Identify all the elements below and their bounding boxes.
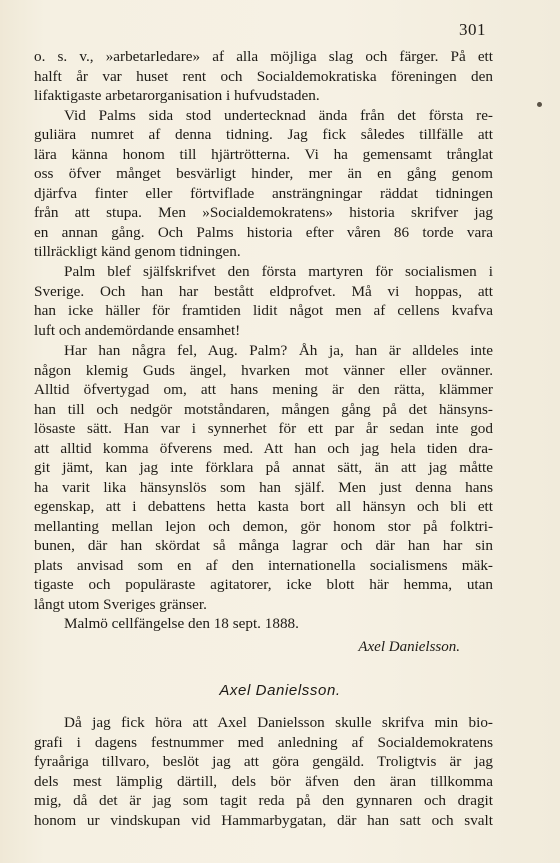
text-line: lära känna honom till hjärtrötterna. Vi ha gemensamt trånglat [34,145,493,163]
text-line: luft och andemördande ensamhet! [34,321,241,339]
text-line: långt utom Sveriges gränser. [34,595,207,613]
text-line: honom ur vindskupan vid Hammarbygatan, där han satt och svalt [34,811,493,829]
text-line: tigaste och populäraste agitatorer, icke blott här hemma, utan [34,576,493,593]
text-line: Har han några fel, Aug. Palm? Åh ja, han är alldeles inte [64,342,493,359]
text-line: oss öfver månget besvärligt hinder, mer än en gång genom [34,165,493,182]
text-line: Sverige. Och han har bestått eldprofvet. Må vi hoppas, att [34,282,493,300]
text-line: en annan gång. Och Palms historia efter våren 86 torde vara [34,223,493,241]
text-line: bunen, där han skördat så många lagrar och där han har sin [34,537,493,554]
text-line: o. s. v., »arbetarledare» af alla möjliga slag och färger. På ett [34,48,493,65]
text-line: lösaste sätt. Han var i synnerhet för ett par år sedan inte god [34,420,493,437]
text-line: någon klemig Guds ängel, hvarken mot vänner eller ovänner. [34,361,493,379]
text-line: mellanting mellan lejon och demon, gör honom stor på folktri- [34,517,493,535]
ink-speck [537,102,542,107]
text-line: Då jag fick höra att Axel Danielsson skulle skrifva min bio- [64,714,493,731]
text-line: Palm blef själfskrifvet den första martyren för socialismen i [64,263,493,280]
text-line: grafi i dagens festnummer med anledning af Socialdemokratens [34,733,493,751]
section-heading: Axel Danielsson. [219,682,341,699]
text-line: Alltid öfvertygad om, att hans mening är den rätta, klämmer [34,381,493,398]
text-line: han till och nedgör motståndaren, mången gång på det hänsyns- [34,400,493,418]
text-line: han icke häller för framtiden lidit något men af cellens kvafva [34,302,493,319]
text-line: att alltid komma öfverens med. Att han och jag hela tiden dra- [34,439,493,457]
text-line: lifaktigaste arbetarorganisation i hufvudstaden. [34,87,320,104]
text-line: guliära numret af denna tidning. Jag fick således tillfälle att [34,126,493,143]
page-number: 301 [459,20,486,39]
text-line: dels mest lämplig därtill, dels bör äfven den äran tillkomma [34,772,493,790]
text-line: fyraåriga tillvaro, beslöt jag att göra gengäld. Troligtvis är jag [34,753,493,770]
text-line: halft år var huset rent och Socialdemokratiska föreningen den [34,67,493,85]
text-line: från att stupa. Men »Socialdemokratens» historia skrifver jag [34,204,493,221]
signature: Axel Danielsson. [358,639,460,655]
dateline: Malmö cellfängelse den 18 sept. 1888. [64,615,299,632]
text-line: tillräckligt känd genom tidningen. [34,243,241,260]
text-line: git jämt, kan jag inte förklara på annat sätt, än att jag måtte [34,459,493,476]
text-line: djärfva finter eller förtviflade ansträngningar räddat tidningen [34,184,493,202]
text-line: egenskap, att i debattens hetta kasta bort all hänsyn och bli ett [34,498,493,515]
text-line: mig, då det är jag som tagit reda på den gynnaren och dragit [34,792,493,809]
text-line: plats anvisad som en af den internationella socialismens mäk- [34,556,493,574]
text-line: ha varit lika hänsynslös som han själf. Men just denna hans [34,478,493,496]
text-line: Vid Palms sida stod undertecknad ända från det första re- [64,106,493,124]
